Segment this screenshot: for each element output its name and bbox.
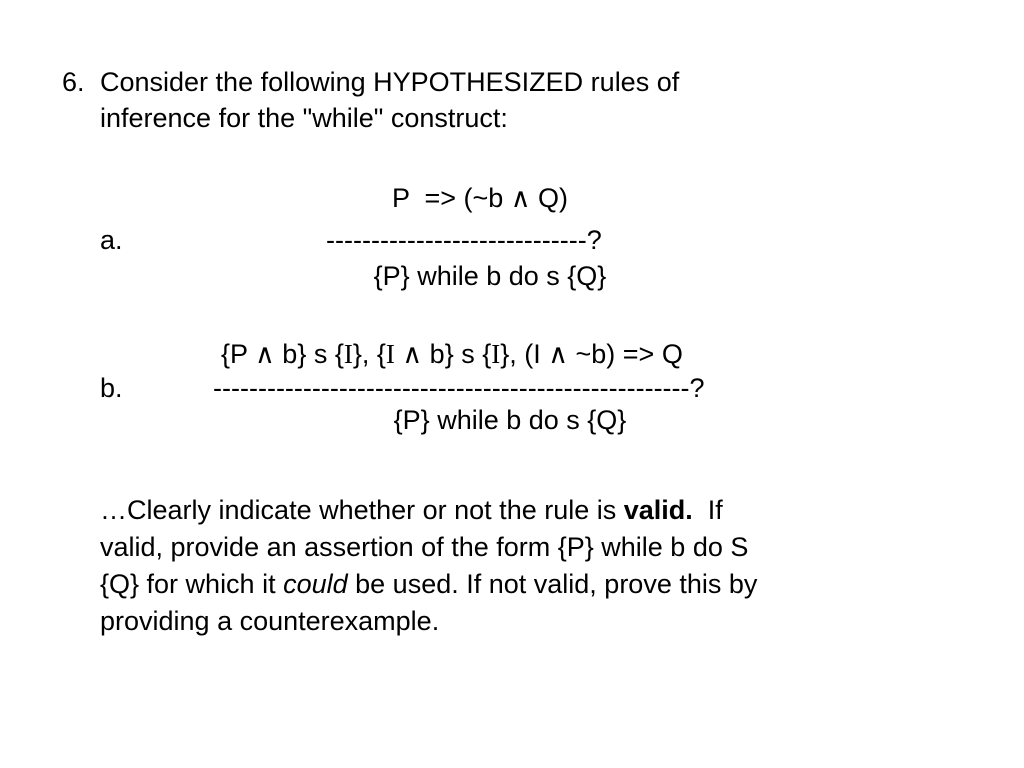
- rule-b-premise: [221, 336, 683, 372]
- instructions-line-1-prefix: …Clearly indicate whether or not the rule is: [100, 495, 624, 525]
- instructions-line-3-prefix: {Q} for which it: [100, 569, 284, 599]
- rule-b-premise-part-3: ∧ b} s {: [394, 339, 492, 369]
- question-number: 6.: [62, 67, 85, 97]
- rule-b-premise-part-4: }, (I ∧ ~b) => Q: [500, 339, 683, 369]
- rule-a-conclusion: {P} while b do s {Q}: [373, 261, 607, 291]
- instructions-valid-emphasis: valid.: [623, 495, 693, 525]
- rule-b-premise-part-1: {P ∧ b} s {: [221, 339, 344, 369]
- instructions-line-3: [100, 566, 757, 602]
- rule-a-label: a.: [100, 225, 123, 255]
- rule-a-divider: -----------------------------?: [326, 225, 602, 255]
- rule-b-conclusion: {P} while b do s {Q}: [393, 405, 627, 435]
- question-intro-line-2: inference for the "while" construct:: [100, 103, 508, 133]
- rule-b-premise-part-2: }, {: [352, 339, 386, 369]
- rule-b-premise-invariant-3: I: [491, 339, 501, 369]
- instructions-line-4: providing a counterexample.: [100, 606, 440, 636]
- instructions-line-1: [100, 492, 723, 528]
- instructions-line-2: valid, provide an assertion of the form {P} while b do S: [100, 532, 749, 562]
- instructions-could-emphasis: could: [283, 569, 348, 599]
- rule-b-label: b.: [100, 373, 123, 403]
- rule-b-divider: -----------------------------------------------------?: [213, 373, 705, 403]
- rule-b-premise-invariant-2: I: [385, 339, 395, 369]
- instructions-line-3-suffix: be used. If not valid, prove this by: [347, 569, 758, 599]
- question-intro-line-1: Consider the following HYPOTHESIZED rules of: [100, 67, 680, 97]
- rule-a-premise: P => (~b ∧ Q): [391, 183, 569, 213]
- rule-b-premise-invariant-1: I: [343, 339, 353, 369]
- instructions-line-1-suffix: If: [692, 495, 723, 525]
